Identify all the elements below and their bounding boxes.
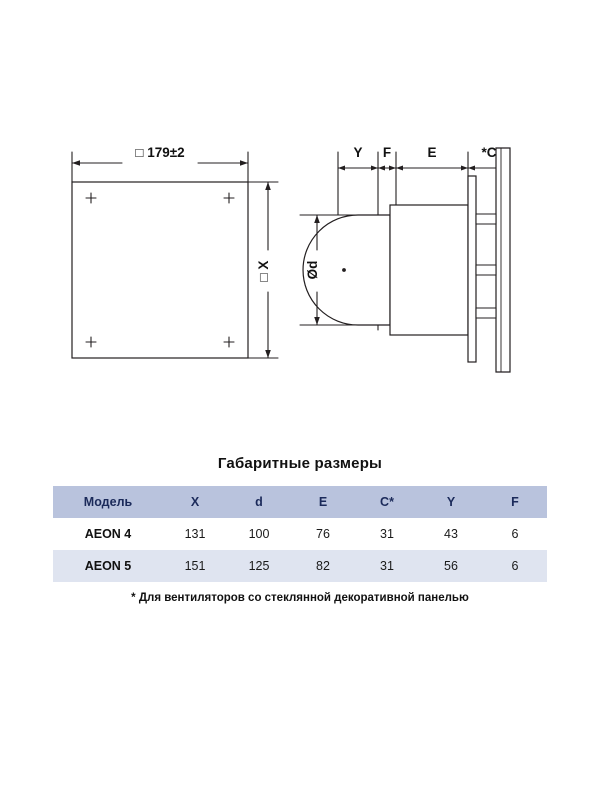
table-header	[53, 486, 547, 518]
mounting-flange	[468, 176, 476, 362]
label-f: F	[382, 145, 392, 160]
label-diameter-d: Ød	[305, 260, 320, 280]
cell-e: 82	[291, 550, 355, 582]
front-panel-outline	[72, 182, 248, 358]
table-title: Габаритные размеры	[217, 455, 383, 472]
cell-d: 125	[227, 550, 291, 582]
label-outer-width: □ 179±2	[135, 145, 185, 160]
bracket-mid	[476, 265, 496, 275]
label-e: E	[427, 145, 437, 160]
cell-c: 31	[355, 518, 419, 550]
arrow-right	[240, 160, 248, 166]
cell-c: 31	[355, 550, 419, 582]
cell-x: 151	[163, 550, 227, 582]
decorative-panel	[496, 148, 510, 372]
column-header-c: C*	[355, 486, 419, 518]
fan-body	[390, 205, 468, 335]
cell-f: 6	[483, 518, 547, 550]
cell-e: 76	[291, 518, 355, 550]
cell-model: AEON 5	[53, 550, 163, 582]
label-c: *C	[481, 145, 497, 160]
cell-model: AEON 4	[53, 518, 163, 550]
cell-y: 56	[419, 550, 483, 582]
column-header-model: Модель	[53, 486, 163, 518]
bracket-top	[476, 214, 496, 224]
column-header-f: F	[483, 486, 547, 518]
column-header-e: E	[291, 486, 355, 518]
column-header-d: d	[227, 486, 291, 518]
arrow-left	[72, 160, 80, 166]
dimensions-section	[0, 455, 600, 604]
cell-x: 131	[163, 518, 227, 550]
table-footnote: * Для вентиляторов со стеклянной декоративной панелью	[131, 592, 469, 604]
table-row	[53, 518, 547, 550]
cell-f: 6	[483, 550, 547, 582]
label-x: □ X	[256, 260, 271, 282]
table-header-row	[53, 486, 547, 518]
label-y: Y	[353, 145, 363, 160]
column-header-y: Y	[419, 486, 483, 518]
dimensions-table	[53, 486, 547, 582]
cell-d: 100	[227, 518, 291, 550]
cell-y: 43	[419, 518, 483, 550]
center-dot	[342, 268, 346, 272]
bracket-bottom	[476, 308, 496, 318]
table-row	[53, 550, 547, 582]
column-header-x: X	[163, 486, 227, 518]
